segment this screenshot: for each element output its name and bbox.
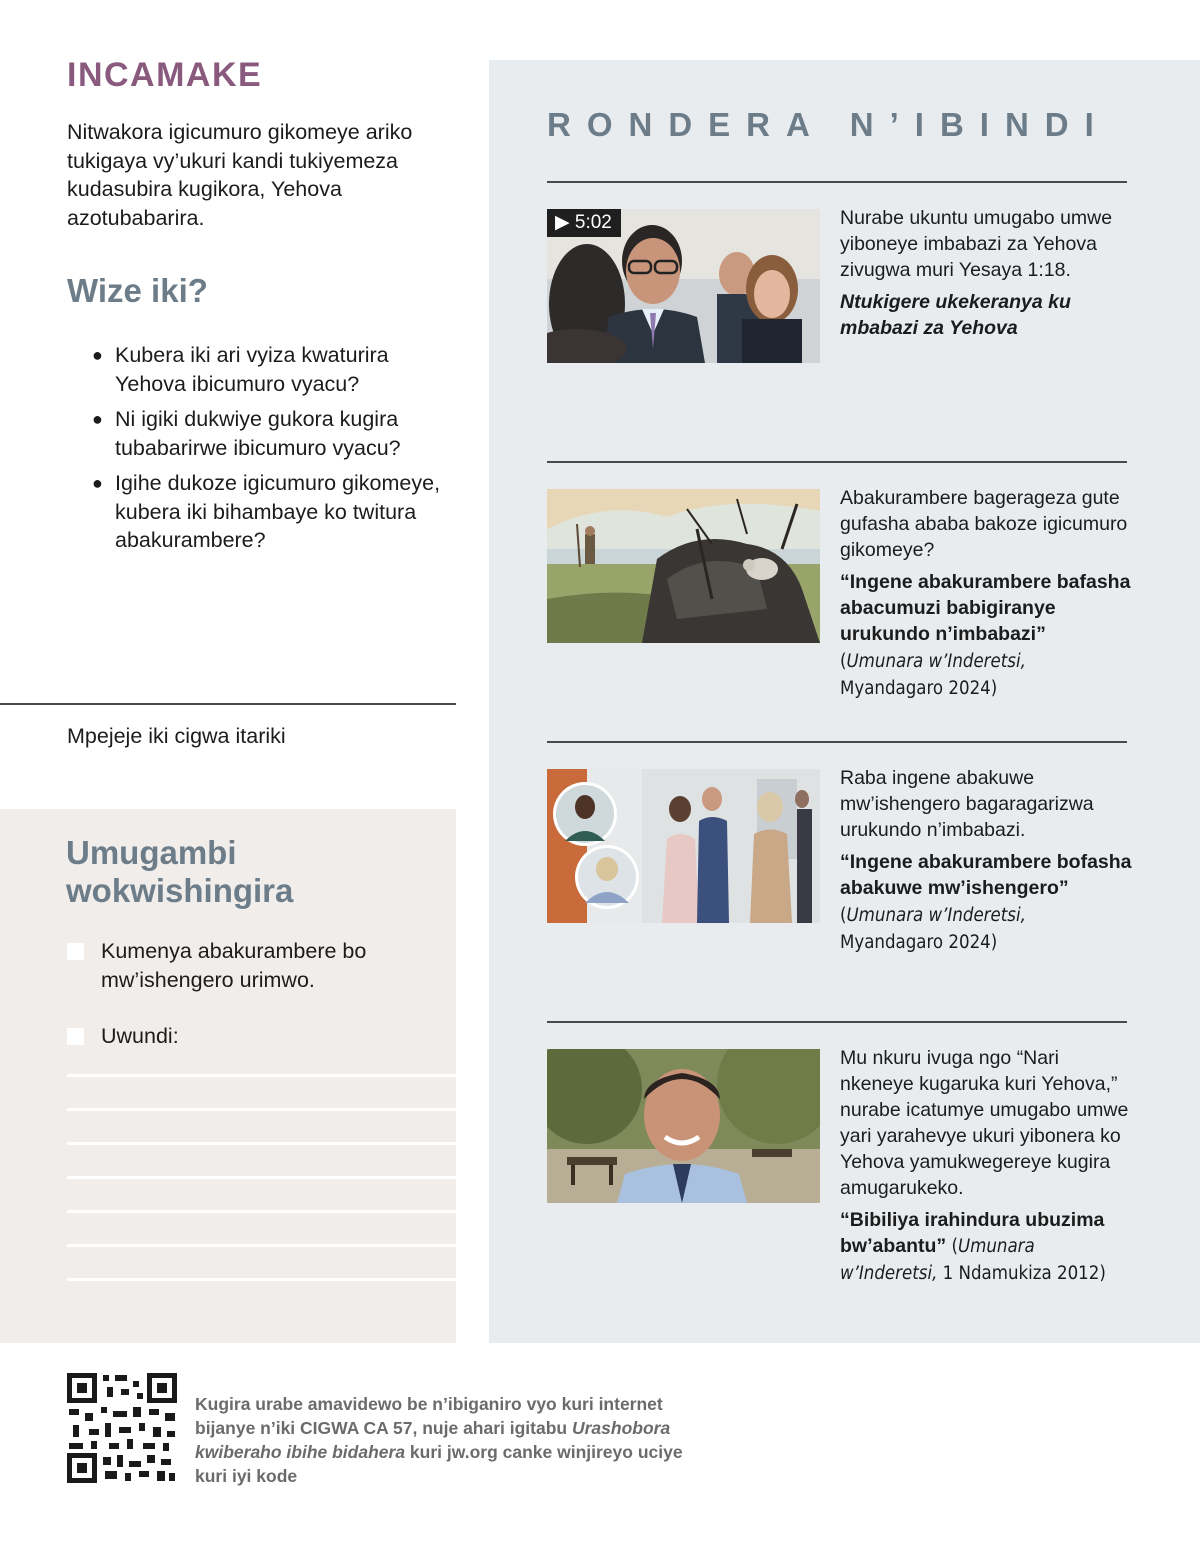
- divider: [0, 703, 456, 705]
- research-entry: [840, 205, 1132, 341]
- smiling-man-in-park-photo: [547, 1049, 820, 1203]
- divider: [547, 461, 1127, 463]
- reference-publication: Umunara w’Inderetsi,: [846, 651, 1026, 672]
- summary-title: INCAMAKE: [67, 56, 263, 94]
- writing-line[interactable]: [67, 1074, 456, 1077]
- review-question: ● Igihe dukoze igicumuro gikomeye, kubera iki bihambaye ko twitura abakurambere?: [92, 471, 441, 552]
- summary-text: Nitwakora igicumuro gikomeye ariko tukigaya vy’ukuri kandi tukiyemeza kudasubira kugikora, Yehova azotubabarira.: [67, 120, 413, 230]
- reference-date: 1 Ndamukiza 2012): [937, 1263, 1106, 1284]
- reference-title[interactable]: “Ingene abakurambere bafasha abacumuzi babigiranye urukundo n’imbabazi”: [840, 571, 1131, 645]
- qr-code-icon[interactable]: [67, 1373, 177, 1483]
- divider: [547, 741, 1127, 743]
- research-entry-text: Mu nkuru ivuga ngo “Nari nkeneye kugaruka kuri Yehova,” nurabe icatumye umugabo umwe yari yarahevye ukuri yibonera ko Yehova yamukwegereye kugira amugarukeko.: [840, 1047, 1129, 1199]
- divider: [547, 1021, 1127, 1023]
- reference-date: Myandagaro 2024): [840, 678, 998, 699]
- reference-title[interactable]: “Ingene abakurambere bofasha abakuwe mw’ishengero”: [840, 851, 1132, 899]
- research-reference[interactable]: “Bibiliya irahindura ubuzima bw’abantu” (Umunara w’Inderetsi, 1 Ndamukiza 2012): [840, 1209, 1106, 1284]
- goal-checkbox-item[interactable]: Uwundi:: [67, 1022, 407, 1051]
- book-title: Urashobora kwiberaho ibihe bidahera: [195, 1418, 671, 1462]
- bullet-icon: ●: [92, 345, 103, 365]
- article-thumbnail[interactable]: [547, 1049, 820, 1203]
- footer-note: Kugira urabe amavidewo be n’ibiganiro vyo kuri internet bijanye n’iki CIGWA CA 57, nuje ahari igitabu Urashobora kwiberaho ibihe bidahera kuri jw.org canke winjireyo uciye kuri iyi kode: [195, 1394, 683, 1486]
- review-questions-title: Wize iki?: [67, 272, 208, 309]
- reference-date: Myandagaro 2024): [840, 932, 998, 953]
- reference-publication: Umunara w’Inderetsi,: [840, 1236, 1035, 1284]
- research-entry: [840, 485, 1132, 702]
- bullet-icon: ●: [92, 409, 103, 429]
- checkbox-icon[interactable]: [67, 943, 84, 960]
- research-entry-text: Raba ingene abakuwe mw’ishengero bagaragarizwa urukundo n’imbabazi.: [840, 767, 1094, 841]
- writing-line[interactable]: [67, 1278, 456, 1281]
- research-reference[interactable]: “Ingene abakurambere bofasha abakuwe mw’ishengero” (Umunara w’Inderetsi, Myandagaro 2024): [840, 851, 1132, 953]
- research-reference[interactable]: “Ingene abakurambere bafasha abacumuzi babigiranye urukundo n’imbabazi” (Umunara w’Inderetsi, Myandagaro 2024): [840, 571, 1131, 699]
- review-question: ● Kubera iki ari vyiza kwaturira Yehova ibicumuro vyacu?: [92, 343, 389, 396]
- reference-title[interactable]: Ntukigere ukekeranya ku mbabazi za Yehova: [840, 291, 1071, 339]
- divider: [547, 181, 1127, 183]
- writing-line[interactable]: [67, 1244, 456, 1247]
- research-reference[interactable]: [840, 289, 1132, 341]
- video-duration-badge: ▶ 5:02: [547, 209, 621, 237]
- bullet-icon: ●: [92, 473, 103, 493]
- research-entry: [840, 765, 1132, 956]
- writing-line[interactable]: [67, 1176, 456, 1179]
- research-title: RONDERA N’IBINDI: [547, 106, 1110, 143]
- reference-publication: Umunara w’Inderetsi,: [846, 905, 1026, 926]
- checkbox-icon[interactable]: [67, 1028, 84, 1045]
- completion-date-label: Mpejeje iki cigwa itariki: [67, 724, 286, 748]
- review-question: ● Ni igiki dukwiye gukora kugira tubabarirwe ibicumuro vyacu?: [92, 407, 401, 460]
- shepherd-searching-lost-sheep-painting: [547, 489, 820, 643]
- reference-title[interactable]: “Bibiliya irahindura ubuzima bw’abantu”: [840, 1209, 1105, 1257]
- writing-line[interactable]: [67, 1142, 456, 1145]
- qr-code-graphic: [67, 1373, 177, 1483]
- writing-line[interactable]: [67, 1210, 456, 1213]
- article-thumbnail[interactable]: [547, 769, 820, 923]
- article-thumbnail[interactable]: [547, 489, 820, 643]
- video-thumbnail[interactable]: [547, 209, 820, 363]
- writing-line[interactable]: [67, 1108, 456, 1111]
- women-greeting-at-kingdom-hall-photo: [547, 769, 820, 923]
- research-entry-text: Nurabe ukuntu umugabo umwe yiboneye imbabazi za Yehova zivugwa muri Yesaya 1:18.: [840, 207, 1113, 281]
- review-questions-list: [92, 341, 452, 562]
- research-entry: [840, 1045, 1132, 1287]
- research-entry-text: Abakurambere bagerageza gute gufasha ababa bakoze igicumuro gikomeye?: [840, 487, 1128, 561]
- goal-checkbox-item[interactable]: Kumenya abakurambere bo mw’ishengero urimwo.: [67, 937, 407, 994]
- goal-title: Umugambi wokwishingira: [66, 834, 294, 909]
